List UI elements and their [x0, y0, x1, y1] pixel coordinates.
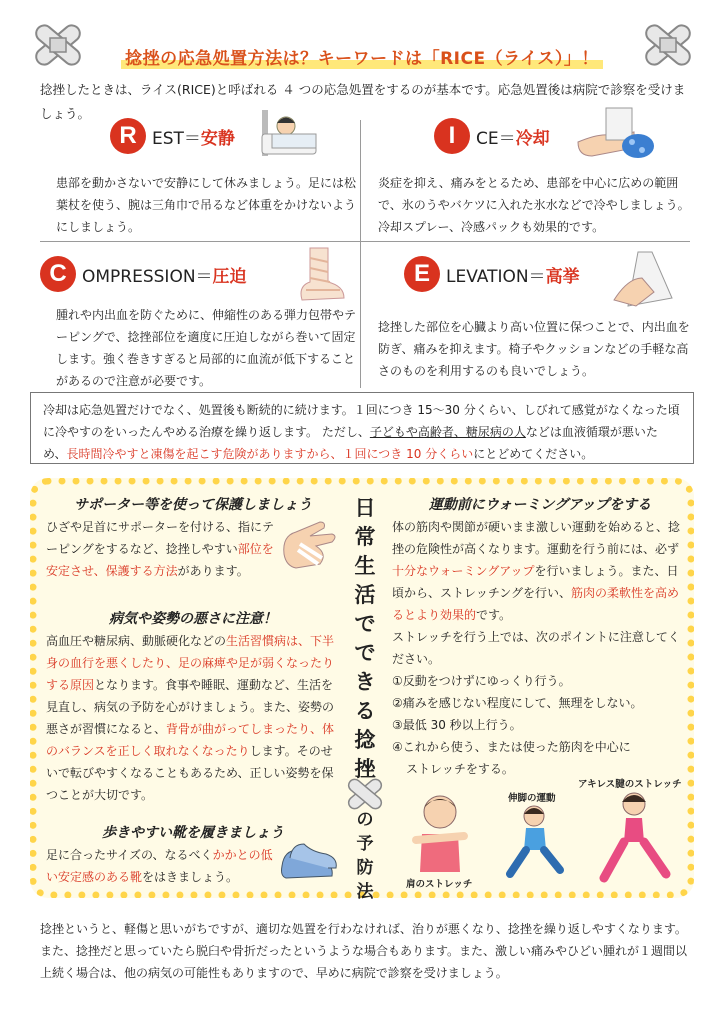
- letter-c: C: [40, 256, 76, 292]
- elevation-illustration: [608, 248, 688, 314]
- achilles-stretch-illustration: [596, 790, 676, 884]
- caption-shoulder: 肩のストレッチ: [406, 879, 473, 890]
- prevention-vertical-title-b: の 予 防 法: [356, 810, 374, 902]
- note-underline: 子どもや高齢者、糖尿病の人: [369, 425, 526, 439]
- cooling-note-box: 冷却は応急処置だけでなく、処置後も断続的に続けます。１回につき 15～30 分くらい、しびれて感覚がなくなった頃に冷やすのをいったんやめる治療を繰り返します。 ただし、子どもや高齢者、糖尿病の人などは血液循環が悪いため、長時間冷やすと凍傷を起こす危険がありますから、１回につき 10 分くらいにとどめてください。: [30, 392, 694, 464]
- leg-stretch-illustration: [504, 804, 568, 880]
- rest-bed-illustration: [258, 104, 320, 160]
- compression-text: 腫れや内出血を防ぐために、伸縮性のある弾力包帯やテーピングで、捻挫部位を適度に圧迫しながら巻いて固定します。強く巻きすぎると局部的に血流が低下することがあるので注意が必要です。: [56, 308, 357, 388]
- grid-divider-vertical: [360, 120, 361, 388]
- supporter-heading: サポーター等を使って保護しましょう: [74, 497, 312, 513]
- ice-text: 炎症を抑え、痛みをとるため、患部を中心に広めの範囲で、氷のうやバケツに入れた氷水などで冷やしましょう。冷却スプレー、冷感パックも効果的です。: [378, 176, 690, 234]
- rest-text: 患部を動かさないで安静にして休みましょう。足には松葉杖を使う、腕は三角巾で吊るなど体重をかけないようにしましょう。: [56, 176, 357, 234]
- stretch-point: ②痛みを感じない程度にして、無理をしない。: [392, 696, 643, 710]
- illness-text: 高血圧や糖尿病、動脈硬化などの生活習慣病は、下半身の血行を悪くしたり、足の麻痺や足が弱くなったりする原因となります。食事や睡眠、運動など、生活を見直し、病気の予防を心がけましょう。また、姿勢の悪さが習慣になると、背骨が曲がってしまったり、体のバランスを正しく取れなくなったりします。そのせいで転びやすくなることもあるため、正しい姿勢を保つことが大切です。: [46, 634, 335, 802]
- supporter-text: ひざや足首にサポーターを付ける、指にテーピングをするなど、捻挫しやすい部位を安定させ、保護する方法があります。: [46, 520, 275, 578]
- page-title: 捻挫の応急処置方法は？キーワードは「RICE（ライス）」！: [0, 44, 724, 69]
- stretch-point: ④これから使う、または使った筋肉を中心に: [392, 740, 631, 754]
- rest-heading: R EST＝ 安静: [110, 118, 235, 154]
- prevention-vertical-title-a: 日 常 生 活 で で き る 捻 挫: [354, 496, 376, 781]
- stretch-point: ①反動をつけずにゆっくり行う。: [392, 674, 571, 688]
- stretch-point: ③最低 30 秒以上行う。: [392, 718, 522, 732]
- bottom-summary-text: 捻挫というと、軽傷と思いがちですが、適切な処置を行わなければ、治りが悪くなり、捻挫を繰り返しやすくなります。また、捻挫だと思っていたら脱臼や骨折だったというような場合もあります。また、激しい痛みやひどい腫れが１週間以上続く場合は、他の病気の可能性もありますので、早めに病院で診察を受けましょう。: [40, 922, 688, 980]
- shoes-illustration: [276, 836, 342, 888]
- elevation-heading: E LEVATION＝ 高挙: [404, 256, 580, 292]
- elevation-text: 捻挫した部位を心臓より高い位置に保つことで、内出血を防ぎ、痛みを抑えます。椅子やクッションなどの手軽な高さのものを利用するのも良いでしょう。: [378, 320, 690, 378]
- compression-bandage-illustration: [292, 246, 350, 306]
- hand-taping-illustration: [276, 514, 342, 574]
- stretch-points-list: [392, 670, 688, 780]
- warmup-text: 体の筋肉や関節が硬いまま激しい運動を始めると、捻挫の危険性が高くなります。運動を行う前には、必ず十分なウォーミングアップを行いましょう。また、日頃から、ストレッチングを行い、筋肉の柔軟性を高めるとより効果的です。 ストレッチを行う上では、次のポイントに注意してください。: [392, 520, 681, 666]
- illness-heading: 病気や姿勢の悪さに注意！: [109, 611, 277, 627]
- shoes-text: 足に合ったサイズの、なるべくかかとの低い安定感のある靴をはきましょう。: [46, 848, 273, 884]
- intro-text: 捻挫したときは、ライス(RICE)と呼ばれる ４ つの応急処置をするのが基本です。応急処置後は病院で診察を受けましょう。: [40, 82, 686, 121]
- compression-heading: C OMPRESSION＝ 圧迫: [40, 256, 247, 292]
- shoes-heading: 歩きやすい靴を履きましょう: [102, 825, 284, 841]
- caption-achilles: アキレス腱のストレッチ: [578, 779, 682, 790]
- shoulder-stretch-illustration: [408, 790, 472, 874]
- letter-i: I: [434, 118, 470, 154]
- ice-pack-illustration: [572, 102, 658, 166]
- bandage-icon-small: [344, 776, 386, 812]
- letter-r: R: [110, 118, 146, 154]
- letter-e: E: [404, 256, 440, 292]
- warmup-heading: 運動前にウォーミングアップをする: [428, 497, 652, 513]
- grid-divider-horizontal: [40, 241, 690, 242]
- note-warning: 長時間冷やすと凍傷を起こす危険がありますから、１回につき 10 分くらい: [66, 447, 474, 461]
- caption-leg: 伸脚の運動: [508, 793, 556, 804]
- stretch-point-cont: ストレッチをする。: [406, 762, 514, 776]
- ice-heading: I CE＝ 冷却: [434, 118, 550, 154]
